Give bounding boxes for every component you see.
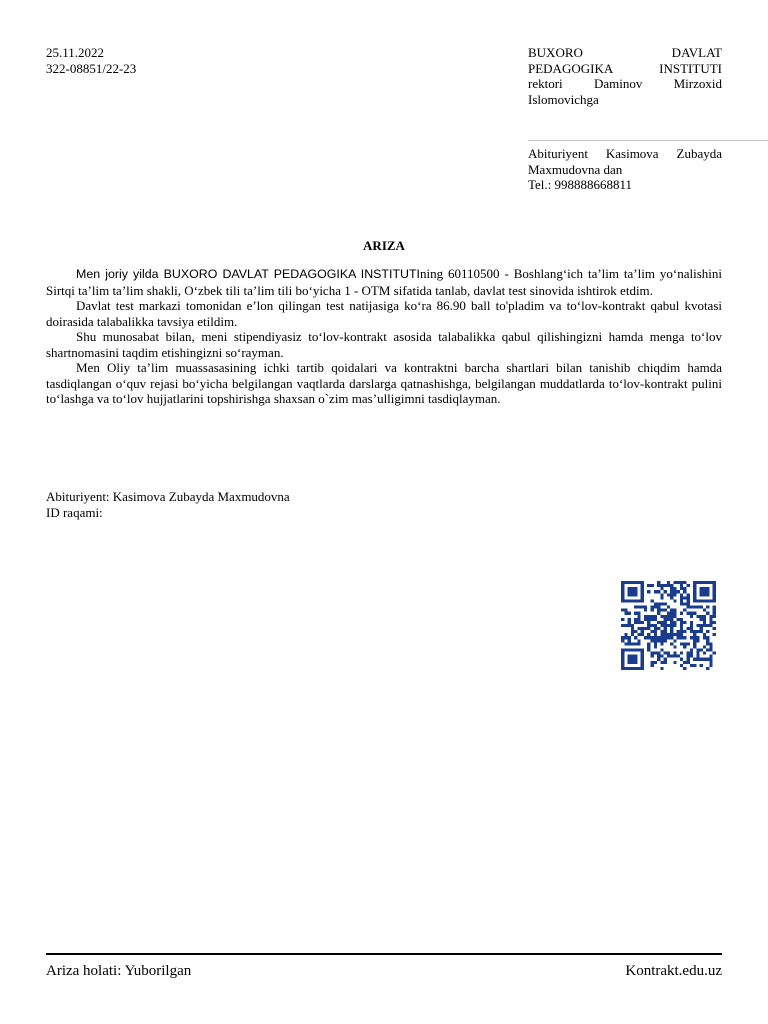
signature-block (46, 489, 290, 520)
applicant-line: Maxmudovna dan (528, 161, 623, 177)
body-text: Men joriy yilda (76, 267, 164, 281)
document-number: 322-08851/22-23 (46, 60, 137, 76)
header-divider (528, 140, 768, 141)
body-paragraph: Men Oliy ta’lim muassasasining ichki tartib qoidalari va kontraktni barcha shartlari bilan tanishib chiqdim hamda tasdiqlangan o‘quv rejasi bo‘yicha belgilangan vaqtlarda darslarga qatnashishga, belgilangan muddatlarda to‘lov-kontrakt pulini to‘lashga va to‘lov hujjatlarini topshirishga shaxsan o`zim mas’ulligimni tasdiqlayman. (46, 360, 722, 406)
body-paragraph (46, 266, 722, 298)
application-status: Ariza holati: Yuborilgan (46, 963, 192, 979)
addressee-line: PEDAGOGIKA INSTITUTI (528, 60, 722, 76)
addressee-block (528, 45, 722, 107)
applicant-block (528, 146, 722, 193)
footer-divider (46, 953, 722, 955)
body-paragraph: Davlat test markazi tomonidan e’lon qilingan test natijasiga ko‘ra 86.90 ball to'pladim va to‘lov-kontrakt qabul kvotasi doirasida talabalikka tavsiya etildim. (46, 298, 722, 329)
document-meta (46, 45, 136, 76)
qr-code-icon (621, 581, 716, 670)
body-paragraph: Shu munosabat bilan, meni stipendiyasiz to‘lov-kontrakt asosida talabalikka qabul qilishingizni hamda menga to‘lov shartnomasini taqdim etishingizni so‘rayman. (46, 329, 722, 360)
applicant-phone: Tel.: 998888668811 (528, 177, 633, 192)
signature-applicant: Abituriyent: Kasimova Zubayda Maxmudovna (46, 489, 290, 504)
addressee-line: rektori Daminov Mirzoxid (528, 76, 722, 91)
document-date: 25.11.2022 (46, 45, 105, 60)
applicant-line: Abituriyent Kasimova Zubayda (528, 146, 722, 161)
addressee-line: Islomovichga (528, 91, 599, 107)
signature-id: ID raqami: (46, 504, 103, 520)
institute-name: BUXORO DAVLAT PEDAGOGIKA INSTITUTI (163, 267, 420, 281)
document-body (46, 266, 722, 407)
site-name: Kontrakt.edu.uz (625, 963, 722, 979)
addressee-line: BUXORO DAVLAT (528, 45, 722, 60)
body-text: ning 60110500 - Boshlang‘ich ta’lim ta’lim yo‘nalishini Sirtqi ta’lim ta’lim shakli, O‘zbek tili ta’lim tili bo‘yicha 1 - OTM sifatida tanlab, davlat test sinovida ishtirok etdim. (46, 266, 722, 298)
document-title: ARIZA (363, 238, 405, 253)
